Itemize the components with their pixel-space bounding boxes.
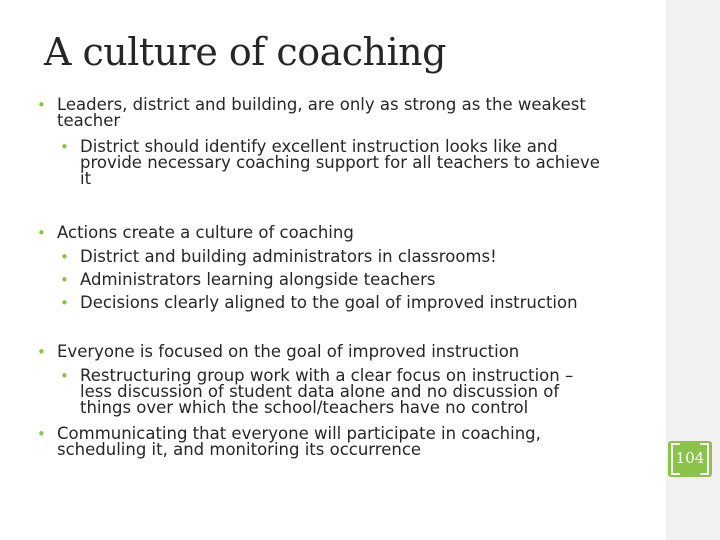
bullet-line: Everyone is focused on the goal of improved instruction — [57, 342, 520, 361]
sub-bullet-decisions — [60, 293, 650, 312]
bullet-communicating — [37, 424, 657, 459]
bullet-dot: • — [60, 294, 69, 312]
sub-bullet-restructuring — [60, 366, 650, 417]
bullet-line: it — [80, 169, 92, 188]
bullet-line: teacher — [57, 111, 121, 130]
sub-bullet-administrators-learning — [60, 270, 650, 289]
bullet-line: Leaders, district and building, are only as strong as the weakest — [57, 95, 586, 114]
bullet-line: Actions create a culture of coaching — [57, 223, 354, 242]
bullet-line: Administrators learning alongside teachers — [80, 270, 436, 289]
bullet-dot: • — [60, 138, 69, 156]
bullet-dot: • — [60, 248, 69, 266]
bullet-line: District should identify excellent instruction looks like and — [80, 137, 558, 156]
bullet-dot: • — [37, 343, 46, 361]
bullet-line: provide necessary coaching support for all teachers to achieve — [80, 153, 600, 172]
bullet-dot: • — [60, 271, 69, 289]
bullet-line: District and building administrators in classrooms! — [80, 247, 497, 266]
bullet-line: Communicating that everyone will participate in coaching, — [57, 424, 541, 443]
bullet-line: Decisions clearly aligned to the goal of improved instruction — [80, 293, 578, 312]
bullet-everyone-focused — [37, 342, 657, 361]
bullet-line: less discussion of student data alone and no discussion of — [80, 382, 560, 401]
bullet-dot: • — [37, 96, 46, 114]
page-number: 104 — [675, 449, 705, 467]
sub-bullet-administrators-classrooms — [60, 247, 650, 266]
bullet-actions — [37, 223, 657, 242]
slide-title: A culture of coaching — [44, 30, 446, 74]
bullet-line: scheduling it, and monitoring its occurrence — [57, 440, 422, 459]
bullet-leaders — [37, 95, 657, 130]
bullet-dot: • — [37, 224, 46, 242]
page-number-badge — [668, 441, 712, 477]
bullet-dot: • — [60, 367, 69, 385]
sub-bullet-district-identify — [60, 137, 650, 188]
bullet-dot: • — [37, 425, 46, 443]
bullet-line: Restructuring group work with a clear focus on instruction – — [80, 366, 574, 385]
bullet-line: things over which the school/teachers have no control — [80, 398, 529, 417]
